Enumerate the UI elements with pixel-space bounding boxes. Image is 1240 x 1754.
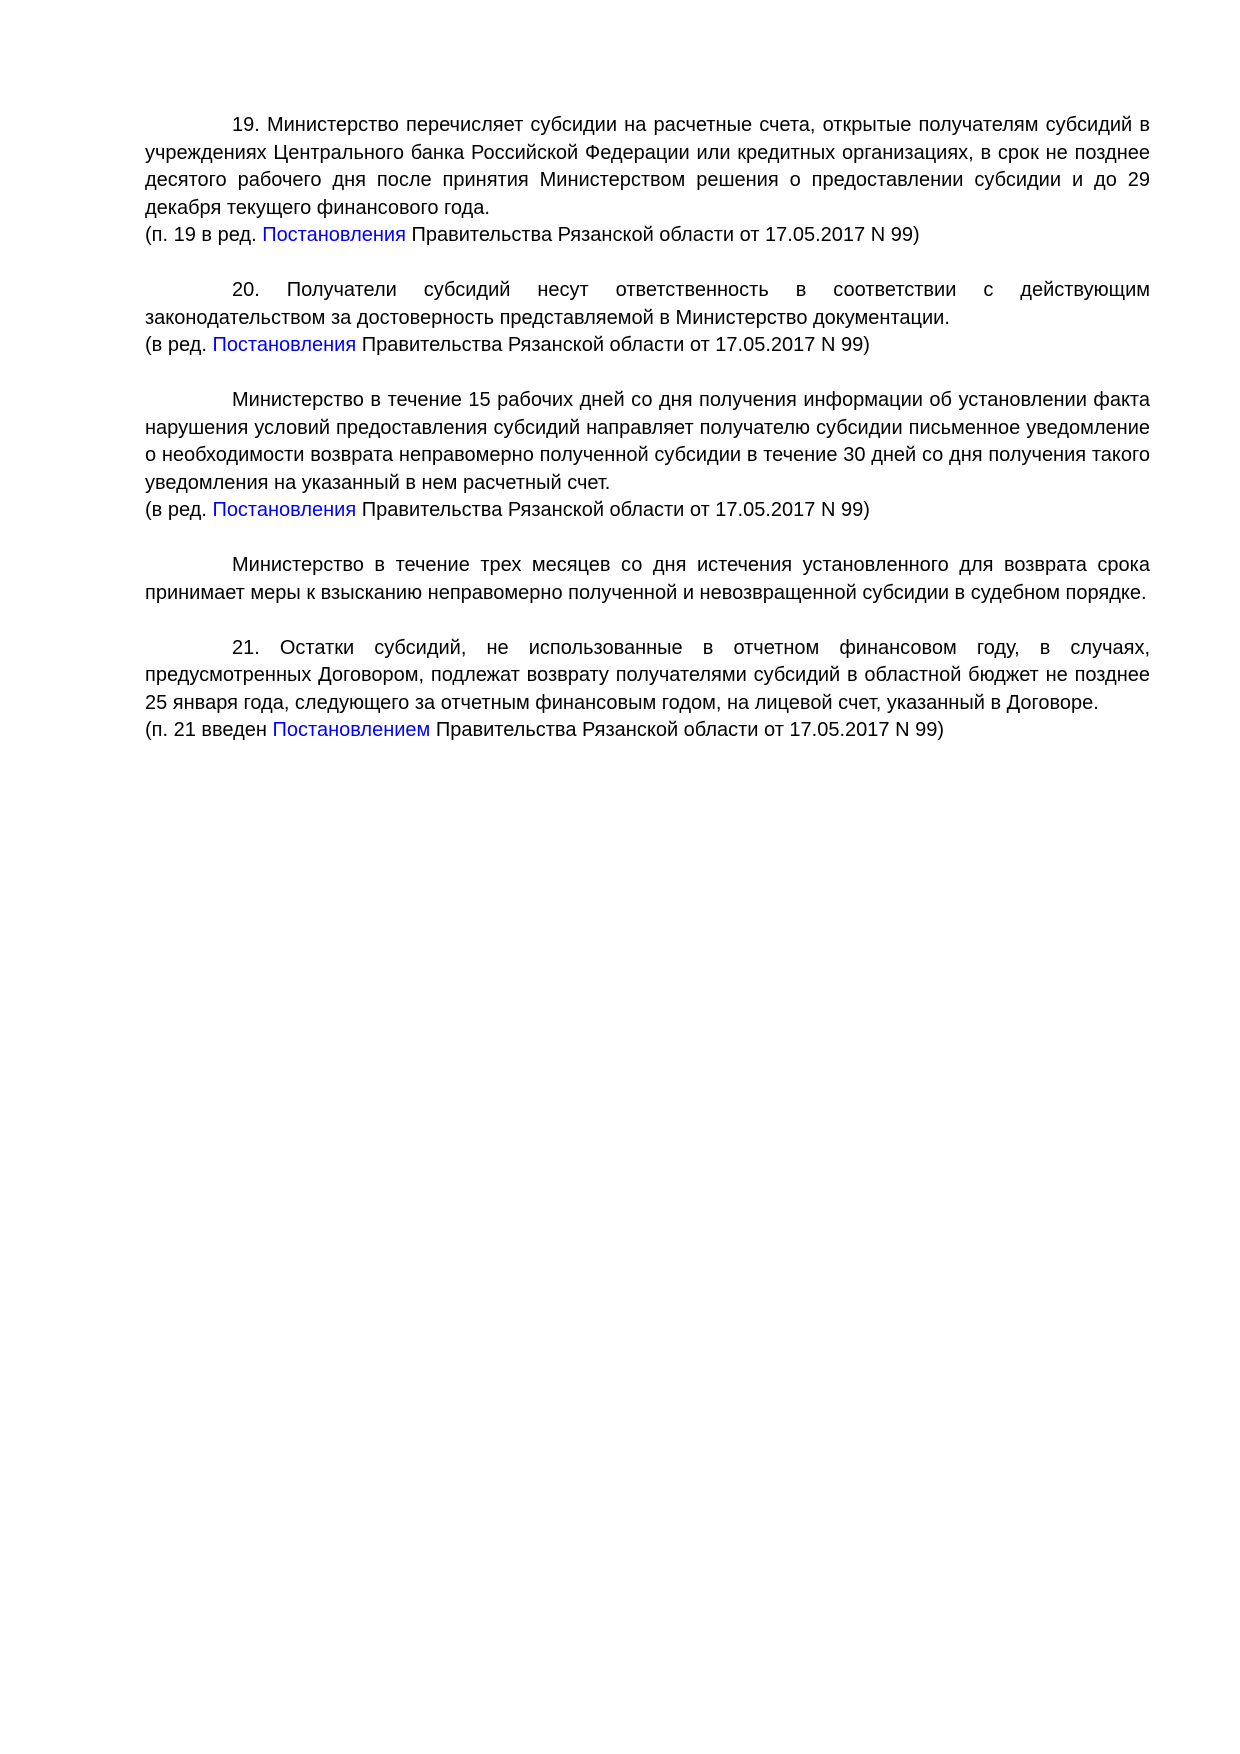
document-link[interactable]: Постановления bbox=[212, 334, 357, 356]
blank-line bbox=[145, 360, 1150, 388]
paragraph-20-revision-note bbox=[145, 332, 1150, 360]
paragraph-19 bbox=[145, 112, 1150, 222]
paragraph-notification-revision-note bbox=[145, 497, 1150, 525]
blank-line bbox=[145, 525, 1150, 553]
document-link[interactable]: Постановления bbox=[212, 499, 357, 521]
text-run: (в ред. bbox=[145, 334, 213, 356]
paragraph-20 bbox=[145, 277, 1150, 332]
text-run: Правительства Рязанской области от 17.05.2017 N 99) bbox=[356, 499, 870, 521]
blank-line bbox=[145, 607, 1150, 635]
text-run: (п. 21 введен bbox=[145, 719, 273, 741]
text-run: 20. Получатели субсидий несут ответственность в соответствии с действующим законодательством за достоверность представляемой в Министерство документации. bbox=[145, 279, 1150, 329]
text-run: 21. Остатки субсидий, не использованные в отчетном финансовом году, в случаях, предусмотренных Договором, подлежат возврату получателями субсидий в областной бюджет не позднее 25 января года, следующего за отчетным финансовым годом, на лицевой счет, указанный в Договоре. bbox=[145, 636, 1150, 714]
text-run: Правительства Рязанской области от 17.05.2017 N 99) bbox=[430, 719, 944, 741]
paragraph-21-revision-note bbox=[145, 717, 1150, 745]
paragraph-19-revision-note bbox=[145, 222, 1150, 250]
paragraph-21 bbox=[145, 635, 1150, 718]
text-run: 19. Министерство перечисляет субсидии на расчетные счета, открытые получателям субсидий в учреждениях Центрального банка Российской Федерации или кредитных организациях, в срок не позднее десятого рабочего дня после принятия Министерством решения о предоставлении субсидии и до 29 декабря текущего финансового года. bbox=[145, 114, 1150, 219]
blank-line bbox=[145, 250, 1150, 278]
text-run: (в ред. bbox=[145, 499, 213, 521]
paragraph-recovery bbox=[145, 552, 1150, 607]
document-link[interactable]: Постановлением bbox=[272, 719, 431, 741]
text-run: Министерство в течение трех месяцев со дня истечения установленного для возврата срока принимает меры к взысканию неправомерно полученной и невозвращенной субсидии в судебном порядке. bbox=[145, 554, 1150, 604]
text-run: (п. 19 в ред. bbox=[145, 224, 263, 246]
text-run: Правительства Рязанской области от 17.05.2017 N 99) bbox=[405, 224, 920, 246]
paragraph-notification bbox=[145, 387, 1150, 497]
text-run: Правительства Рязанской области от 17.05.2017 N 99) bbox=[356, 334, 870, 356]
text-run: Министерство в течение 15 рабочих дней со дня получения информации об установлении факта нарушения условий предоставления субсидий направляет получателю субсидии письменное уведомление о необходимости возврата неправомерно полученной субсидии в течение 30 дней со дня получения такого уведомления на указанный в нем расчетный счет. bbox=[145, 389, 1150, 494]
document-link[interactable]: Постановления bbox=[262, 224, 406, 246]
